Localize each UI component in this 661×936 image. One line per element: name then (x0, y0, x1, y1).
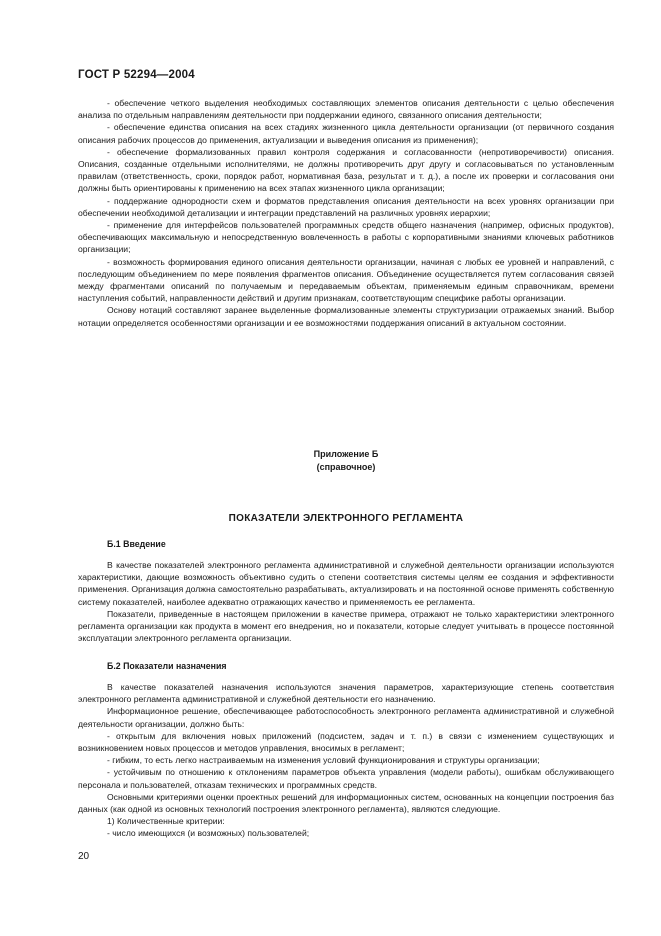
paragraph: Основными критериями оценки проектных решений для информационных систем, основанных на концепции построения баз данных (как одной из основных технологий построения электронного регламента), являются следующие. (78, 791, 614, 815)
list-item: 1) Количественные критерии: (107, 816, 225, 827)
list-item: - обеспечение формализованных правил контроля содержания и согласованности (непротиворечивости) описания. Описания, созданные отдельными исполнителями, не должны противоречить друг другу и согласовываться по установленным правилам (ответственность, сроки, порядок работ, нормативная база, результат и т. д.), а после их проверки и согласования они должны быть ориентированы к применению на всех этапах жизненного цикла организации; (78, 146, 614, 194)
document-header: ГОСТ Р 52294—2004 (78, 69, 195, 81)
document-title: ПОКАЗАТЕЛИ ЭЛЕКТРОННОГО РЕГЛАМЕНТА (228, 513, 464, 524)
list-item: - обеспечение единства описания на всех стадиях жизненного цикла деятельности организации (от первичного создания описания рабочих процессов до применения, актуализации и выведения описания из применения); (78, 122, 614, 145)
section-b2-heading: Б.2 Показатели назначения (107, 661, 227, 671)
section-b1-body (78, 559, 614, 644)
appendix-type: (справочное) (316, 461, 376, 472)
list-item: - обеспечение четкого выделения необходимых составляющих элементов описания деятельности с целью обеспечения анализа по отдельным направлениям деятельности при поддержании единого, связанного описания деятельности; (78, 98, 614, 121)
intro-list (78, 97, 614, 329)
list-item: - число имеющихся (и возможных) пользователей; (107, 828, 310, 839)
list-item: - применение для интерфейсов пользователей программных средств общего назначения (например, офисных продуктов), обеспечивающих максимальную и непосредственную вовлеченность в работы с корпоративными знаниями ключевых работников организации; (78, 220, 614, 255)
list-item: - поддержание однородности схем и форматов представления описания деятельности на всех уровнях организации при обеспечении необходимой детализации и интеграции представлений на различных уровнях иерархии; (78, 195, 614, 218)
paragraph: В качестве показателей назначения используются значения параметров, характеризующие степень соответствия электронного регламента административной и служебной деятельности его назначению. (78, 682, 614, 705)
appendix-label: Приложение Б (313, 449, 379, 459)
paragraph: Информационное решение, обеспечивающее работоспособность электронного регламента административной и служебной деятельности организации, должно быть: (78, 706, 614, 729)
list-item: - возможность формирования единого описания деятельности организации, начиная с любых ее уровней и направлений, с последующим объединением по мере появления фрагментов описания. Объединение осуществляется путем согласования связей между фрагментами описаний по получаемым и передаваемым объектам, применяемым единым справочникам, времени наступления событий, направленности действий и другим признакам, соответствующим специфике работы организации. (78, 256, 614, 304)
list-item: - открытым для включения новых приложений (подсистем, задач и т. п.) в связи с изменением существующих и возникновением новых процессов и методов управления, вносимых в регламент; (78, 730, 614, 754)
list-item: - устойчивым по отношению к отклонениям параметров объекта управления (модели работы), ошибкам обслуживающего персонала и пользователей, отказам технических и программных средств. (78, 767, 614, 790)
paragraph: Показатели, приведенные в настоящем приложении в качестве примера, отражают не только характеристики электронного регламента организации как продукта в момент его внедрения, но и показатели, которые следует учитывать в процессе постоянной эксплуатации электронного регламента организации. (78, 608, 614, 644)
section-b2-body (78, 681, 614, 840)
section-b1-heading: Б.1 Введение (107, 539, 166, 549)
paragraph: Основу нотаций составляют заранее выделенные формализованные элементы структуризации отражаемых знаний. Выбор нотации определяется особенностями организации и ее возможностями поддержания описаний в актуальном состоянии. (78, 305, 614, 328)
page-number: 20 (78, 851, 90, 862)
list-item: - гибким, то есть легко настраиваемым на изменения условий функционирования и структуры организации; (107, 755, 540, 766)
paragraph: В качестве показателей электронного регламента административной и служебной деятельности организации используются характеристики, дающие возможность объективно судить о степени соответствия системы целям ее создания и эффективности применения. Организация должна самостоятельно разрабатывать, актуализировать и на постоянной основе применять собственную систему показателей, наиболее адекватно отражающих качество и применяемость ее регламента. (78, 560, 614, 607)
appendix-heading (78, 448, 614, 473)
